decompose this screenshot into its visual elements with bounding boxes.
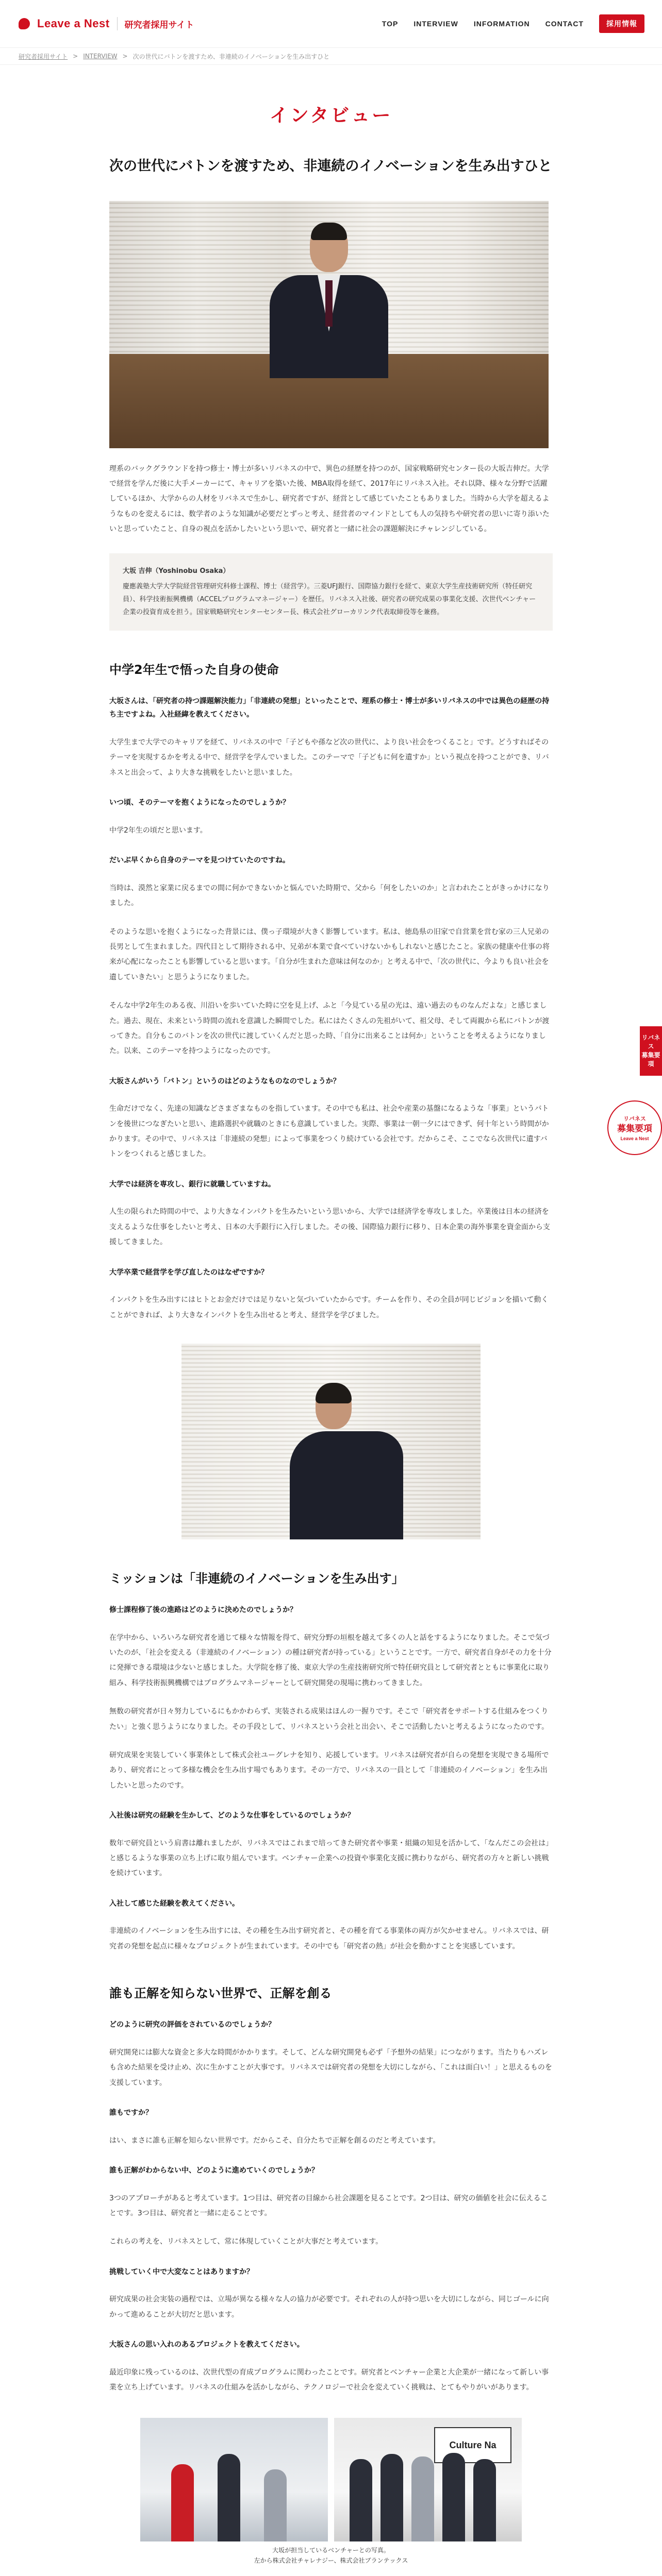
answer: そのような思いを抱くようになった背景には、僕っ子環境が大きく影響しています。私は、徳島県の旧家で自営業を営む家の三人兄弟の長男として生まれました。四代目として期待される中、兄弟が本業で食べていけないかもしれないと感じたこと。家族の健康や仕事の将来が心配になったことも影響していると思います。「自分が生まれた意味は何なのか」と考える中で、「次の世代に、今よりも良い社会を遺していきたい」と思うようになりました。 [109,927,550,981]
breadcrumb [0,47,662,65]
answer: 3つのアプローチがあると考えています。1つ目は、研究者の目線から社会課題を見ることです。2つ目は、研究の価値を社会に伝えることです。3つ目は、研究者と一緒に走ることです。 [109,2194,548,2217]
global-nav [382,14,644,33]
breadcrumb-section[interactable]: INTERVIEW [83,53,118,60]
question: 修士課程修了後の進路はどのように決めたのでしょうか？ [109,1605,297,1614]
site-header [0,0,662,47]
hero-photo [109,201,549,448]
answer: 大学生まで大学でのキャリアを経て、リバネスの中で「子どもや孫など次の世代に、より良い社会をつくること」です。どうすればそのテーマを実現するかを考える中で、経営学を学んでいました。このテーマで「子どもに何を遺すか」という視点を持つことができ、リバネスと出会って、より大きな挑戦をしたいと思いました。 [109,738,549,777]
answer: 無数の研究者が日々努力しているにもかかわらず、実装される成果はほんの一握りです。そこで「研究者をサポートする仕組みをつくりたい」と強く思うようになりました。その手段として、リバネスという会社と出会い、そこで活動したいと考えるようになったのです。 [109,1707,549,1731]
brand[interactable] [19,17,194,30]
answer: 在学中から、いろいろな研究者を通じて様々な情報を得て、研究分野の垣根を越えて多くの人と話をするようになりました。そこで気づいたのが、「社会を変える（非連続のイノベーション）の種は研究者が持っている」ということです。一方で、研究者自身がその力を十分に発揮できる環境は少ないと感じました。大学院を修了後、東京大学の生産技術研究所で特任研究員として研究者とともに事業化に取り組み、科学技術振興機構ではプログラムマネージャーとして研究開発の現場に携わってきました。 [109,1633,552,1687]
answer: 人生の限られた時間の中で、より大きなインパクトを生みたいという思いから、大学では経済学を専攻しました。卒業後は日本の経済を支えるような仕事をしたいと考え、日本の大手銀行に入行しました。その後、国際協力銀行に移り、日本企業の海外事業を資金面から支援してきました。 [109,1208,550,1247]
question: 大坂さんがいう「バトン」というのはどのようなものなのでしょうか？ [109,1077,340,1086]
badge-logo-text: Leave a Nest [620,1136,649,1141]
question: いつ頃、そのテーマを抱くようになったのでしょうか？ [109,799,290,807]
question: 大学では経済を専攻し、銀行に就職していますね。 [109,1180,275,1189]
nav-information[interactable]: INFORMATION [473,20,530,28]
answer: 研究成果の社会実装の過程では、立場が異なる様々な人の協力が必要です。それぞれの人が持つ思いを大切にしながら、同じゴールに向かって進めることが大切だと思います。 [109,2295,549,2319]
answer: 生命だけでなく、先達の知識などさまざまなものを指しています。その中でも私は、社会や産業の基盤になるような「事業」というバトンを後世につなぎたいと思い、進路選択や就職のときにも意識していました。実際、事業は一朝一夕にはできず、何十年という時間がかかります。その中で、リバネスは「非連続の発想」によって事業をつくり続けている会社です。だからこそ、ここでなら次世代に遺すバトンをつくれると感じました。 [109,1105,549,1159]
answer: 研究成果を実装していく事業体として株式会社ユーグレナを知り、応援しています。リバネスは研究者が自らの発想を実現できる場所であり、研究者にとって多様な機会を生み出す場でもあります。その一方で、リバネスの一員として「非連続のイノベーション」を生み出したいと思ったのです。 [109,1751,549,1790]
venture-photo-2 [334,2418,522,2541]
article [109,101,553,2576]
article-lead-title: 次の世代にバトンを渡すため、非連続のイノベーションを生み出すひと [109,158,552,174]
profile-name: 大坂 吉伸（Yoshinobu Osaka） [123,567,230,575]
question: 大坂さんの思い入れのあるプロジェクトを教えてください。 [109,2341,304,2349]
recruit-badge[interactable] [607,1100,662,1155]
brand-divider [117,17,118,30]
answer: インパクトを生み出すにはヒトとお金だけでは足りないと気づいていたからです。チームを作り、その全員が同じビジョンを描いて動くことができれば、より大きなインパクトを生み出せると考え、経営学を学びました。 [109,1296,549,1319]
page-title: インタビュー [269,105,393,126]
nav-top[interactable]: TOP [382,20,399,28]
logo-text: Leave a Nest [37,17,110,30]
leave-a-nest-logo-icon [19,18,30,29]
profile-photo [181,1344,481,1539]
question: 誰もですか？ [109,2108,153,2117]
venture-photos [140,2418,522,2541]
profile-box [109,553,553,630]
answer: 当時は、漠然と家業に戻るまでの間に何かできないかと悩んでいた時期で、父から「何をしたいのか」と言われたことがきっかけになりました。 [109,884,550,908]
recruit-button[interactable]: 採用情報 [599,14,644,33]
interviewee-profile-figure [290,1385,403,1539]
breadcrumb-current: 次の世代にバトンを渡すため、非連続のイノベーションを生み出すひと [133,53,330,60]
question: 入社後は研究の経験を生かして、どのような仕事をしているのでしょうか？ [109,1811,355,1820]
nav-contact[interactable]: CONTACT [545,20,584,28]
answer: これらの考えを、リバネスとして、常に体現していくことが大事だと考えています。 [109,2238,383,2246]
answer: 中学2年生の頃だと思います。 [109,826,207,835]
question: 誰も正解がわからない中、どのように進めていくのでしょうか？ [109,2166,319,2175]
badge-main-label: 募集要項 [617,1124,652,1134]
site-name: 研究者採用サイト [124,20,194,30]
recruit-side-tab[interactable]: リバネス 募集要項 [640,1026,662,1076]
question: どのように研究の評価をされているのでしょうか？ [109,2021,275,2029]
interviewee-figure [262,226,396,399]
question: 大学卒業で経営学を学び直したのはなぜですか？ [109,1268,268,1277]
answer: 数年で研究員という肩書は離れましたが、リバネスではこれまで培ってきた研究者や事業・組織の知見を活かして、「なんだこの会社は」と感じるような事業の立ち上げに取り組んでいます。ベンチャー企業への投資や事業化支援に携わりながら、研究者の方々と新しい挑戦を続けています。 [109,1839,550,1878]
question: だいぶ早くから自身のテーマを見つけていたのですね。 [109,856,290,865]
profile-body: 慶應義塾大学大学院経営管理研究科修士課程、博士（経営学）。三菱UFJ銀行、国際協力銀行を経て、東京大学生産技術研究所（特任研究員）、科学技術振興機構（ACCELプログラムマネージャー）を歴任。リバネス入社後、研究者の研究成果の事業化支援、次世代ベンチャー企業の投資育成を担う。国家戦略研究センターセンター長、株式会社グローカリンク代表取締役等を兼務。 [123,582,536,617]
nav-interview[interactable]: INTERVIEW [413,20,458,28]
venture-photo-1 [140,2418,328,2541]
answer: はい、まさに誰も正解を知らない世界です。だからこそ、自分たちで正解を創るのだと考えています。 [109,2136,440,2145]
badge-top-label: リバネス [623,1115,646,1123]
breadcrumb-home[interactable]: 研究者採用サイト [19,53,68,60]
photo-caption: 大坂が担当しているベンチャーとの写真。 左から株式会社チャレナジー、株式会社ブランテックス [254,2547,408,2564]
section-heading: ミッションは「非連続のイノベーションを生み出す」 [109,1571,404,1586]
answer: そんな中学2年生のある夜、川沿いを歩いていた時に空を見上げ、ふと「今見ている星の光は、遠い過去のものなんだよな」と感じました。過去、現在、未来という時間の流れを意識した瞬間でした。私にはたくさんの先祖がいて、祖父母、そして両親から私にバトンが渡ってきた。自分もこのバトンを次の世代に渡していくんだと思った時、「自分に出来ることは何か」ということを考えるようになりました。以来、このテーマを持つようになったのです。 [109,1002,550,1056]
breadcrumb-separator: > [73,53,78,60]
breadcrumb-separator: > [122,53,128,60]
section-heading: 誰も正解を知らない世界で、正解を創る [109,1986,332,2001]
answer: 研究開発には膨大な資金と多大な時間がかかります。そして、どんな研究開発も必ず「予想外の結果」につながります。当たりもハズレも含めた結果を受け止め、次に生かすことが大事です。リバネスでは研究者の発想を大切にしながら、「これは面白い！」と思えるものを支援しています。 [109,2048,552,2087]
section-heading: 中学2年生で悟った自身の使命 [109,662,279,677]
booth-sign: Culture Na [434,2427,511,2463]
intro-text: 理系のバックグラウンドを持つ修士・博士が多いリバネスの中で、異色の経歴を持つのが、国家戦略研究センター長の大坂吉伸だ。大学で経営を学んだ後に大手メーカーにて、キャリアを築いた後、MBA取得を経て、2017年にリバネス入社。それ以降、様々な分野で活躍しているほか、大学からの人材をリバネスで生かし、研究者ですが、経営として感じていたこともありました。当時から大学を超えるようなものを変えるには、数学者のような知識が必要だとずっと考え、経営者のマインドとしても人の気持ちや研究者の思いに寄り添いたいと思っていたこと、自身の視点を活かしたいという思いで、研究者と一緒に社会の課題解決にチャレンジしている。 [109,464,550,534]
answer: 非連続のイノベーションを生み出すには、その種を生み出す研究者と、その種を育てる事業体の両方が欠かせません。リバネスでは、研究者の発想を起点に様々なプロジェクトが生まれています。その中でも「研究者の熱」が社会を動かすことを実感しています。 [109,1927,549,1951]
question: 入社して感じた経験を教えてください。 [109,1899,239,1908]
answer: 最近印象に残っているのは、次世代型の育成プログラムに関わったことです。研究者とベンチャー企業と大企業が一緒になって新しい事業を立ち上げています。リバネスの仕組みを活かしながら、テクノロジーで社会を変えていく挑戦は、とてもやりがいがあります。 [109,2368,549,2392]
question: 大坂さんは、「研究者の持つ課題解決能力」「非連続の発想」といったことで、理系の修士・博士が多いリバネスの中では異色の経歴の持ち主ですよね。入社経緯を教えてください。 [109,697,550,719]
question: 挑戦していく中で大変なことはありますか？ [109,2267,254,2276]
